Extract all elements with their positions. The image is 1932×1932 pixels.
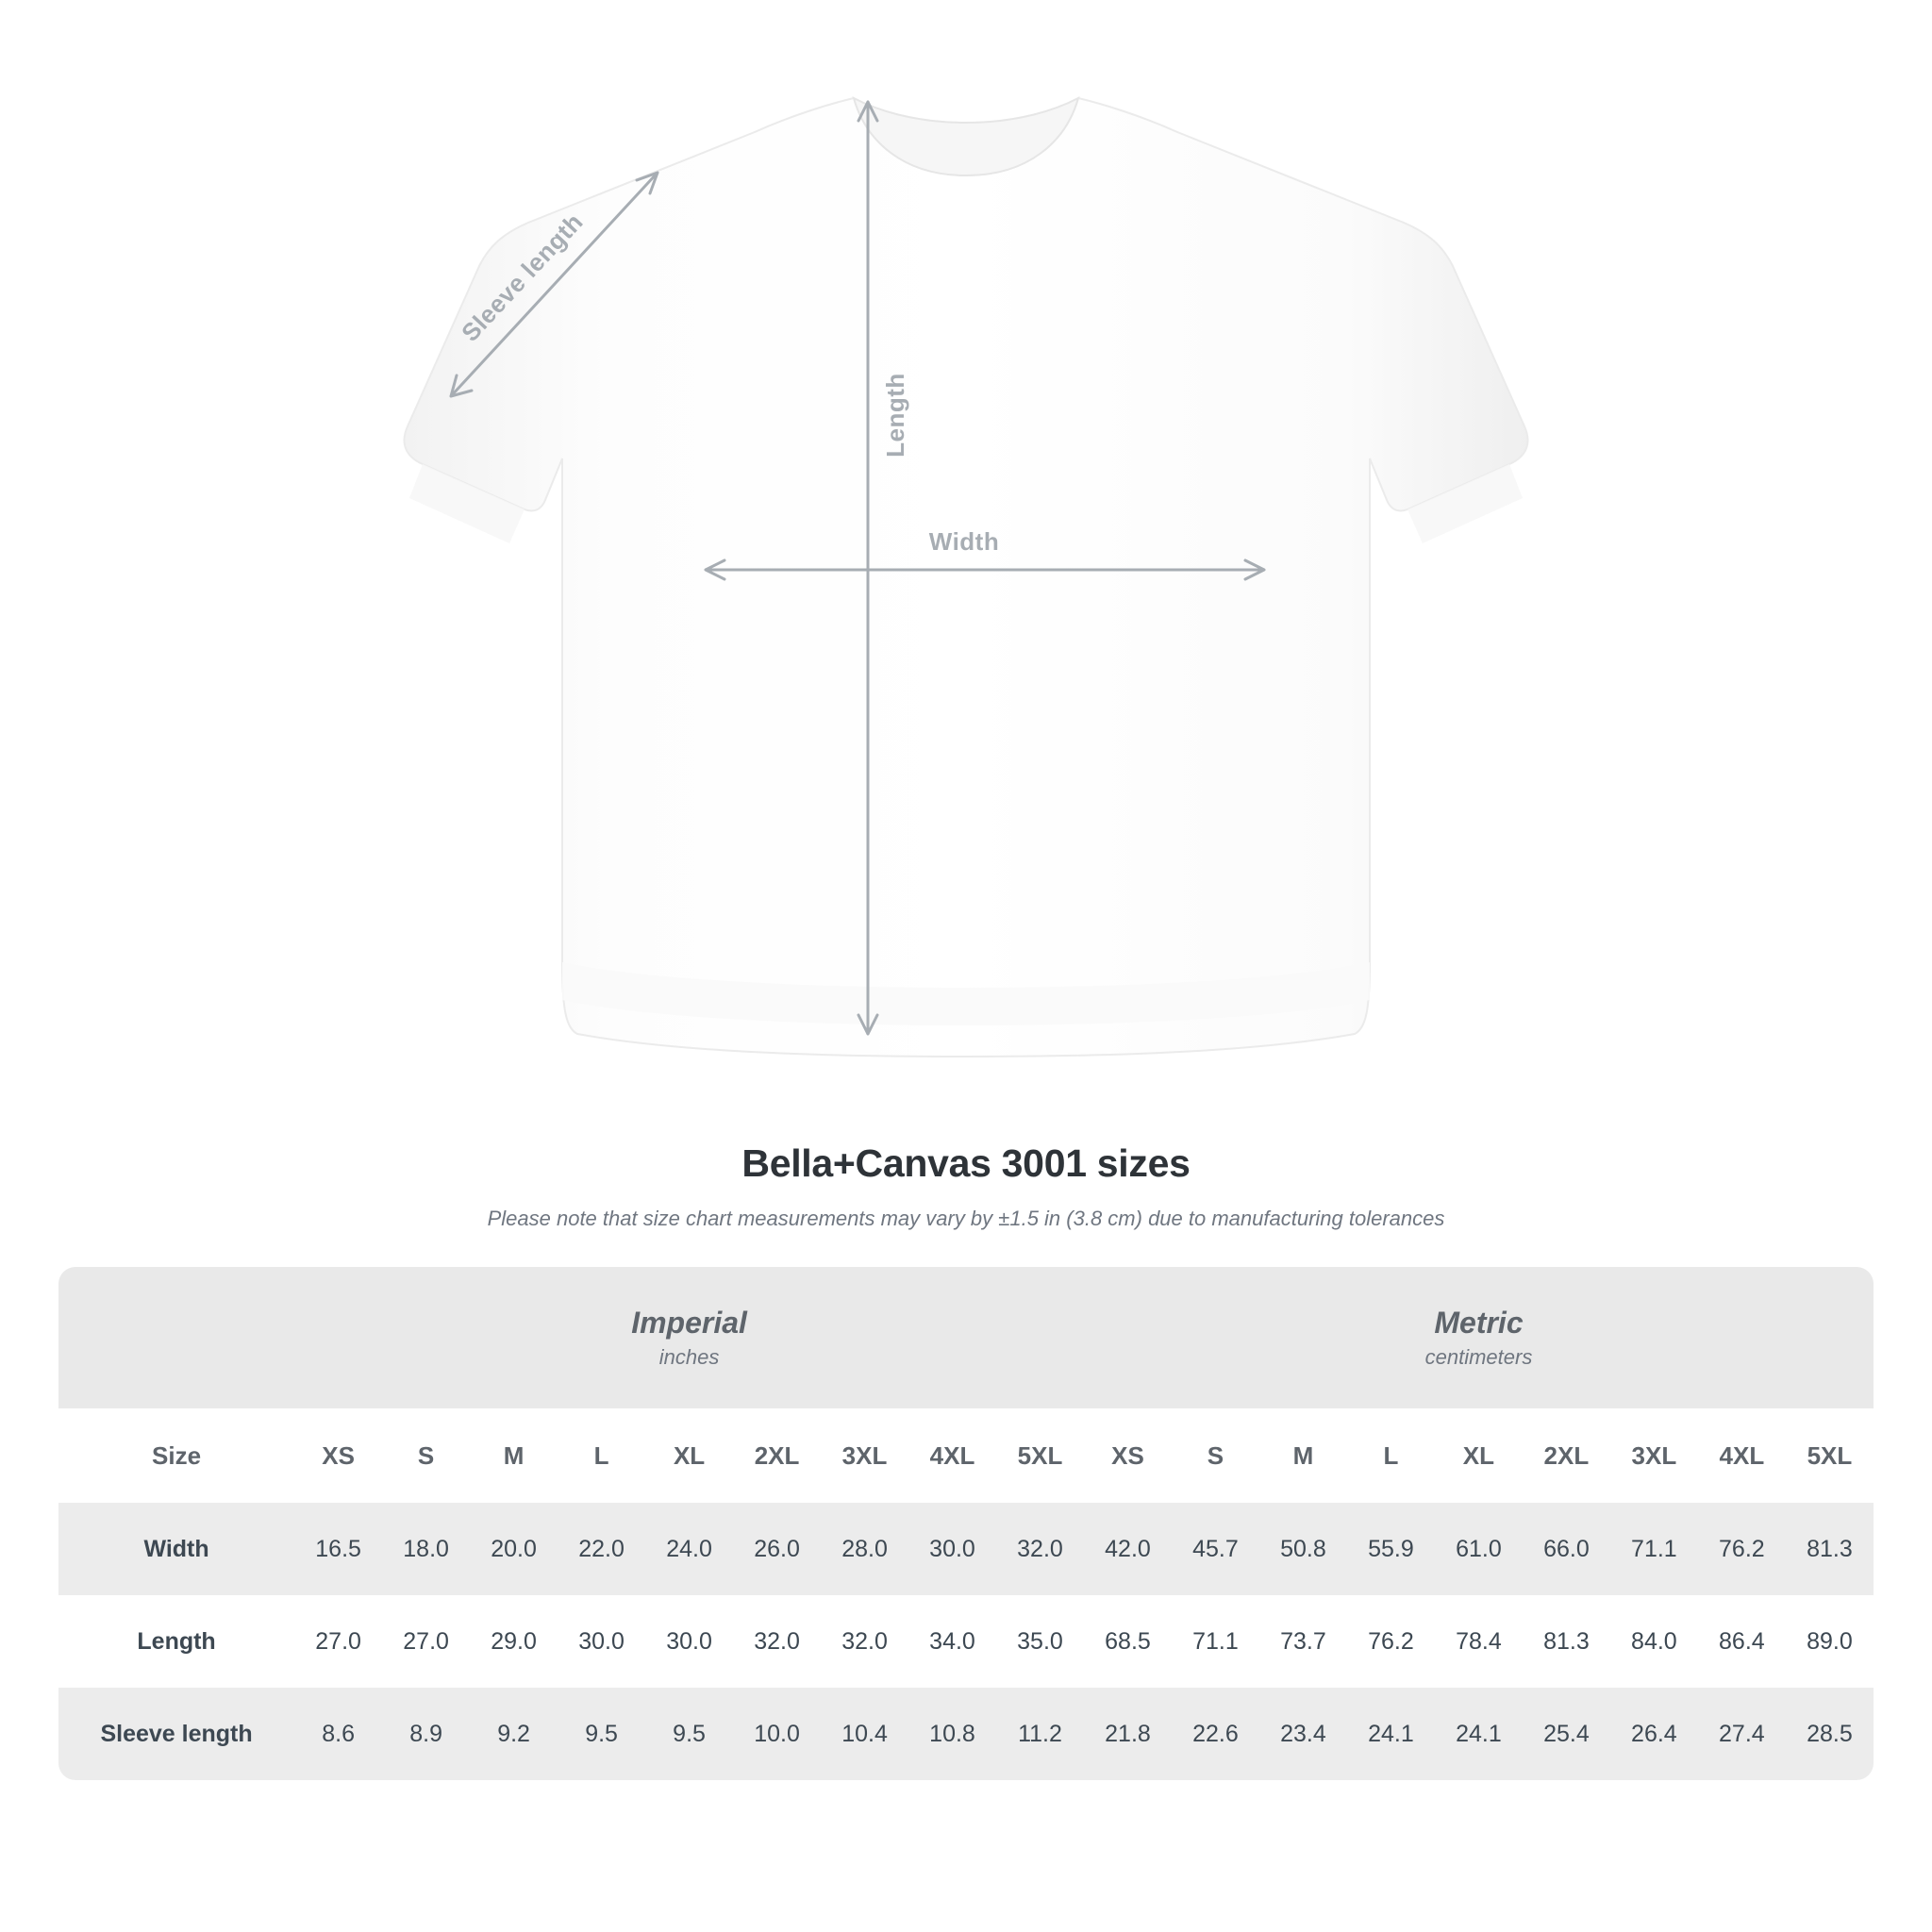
cell-length-metric-m: 73.7 xyxy=(1259,1595,1347,1688)
width-label: Width xyxy=(928,527,1000,556)
cell-width-metric-s: 45.7 xyxy=(1172,1503,1259,1595)
cell-sleeve-metric-3xl: 26.4 xyxy=(1610,1688,1698,1780)
cell-width-metric-3xl: 71.1 xyxy=(1610,1503,1698,1595)
cell-sleeve-metric-4xl: 27.4 xyxy=(1698,1688,1786,1780)
cell-length-imperial-xl: 30.0 xyxy=(645,1595,733,1688)
cell-width-imperial-l: 22.0 xyxy=(558,1503,645,1595)
cell-width-imperial-5xl: 32.0 xyxy=(996,1503,1084,1595)
tolerance-note: Please note that size chart measurements may vary by ±1.5 in (3.8 cm) due to manufacturing tolerances xyxy=(487,1207,1445,1230)
cell-width-imperial-s: 18.0 xyxy=(382,1503,470,1595)
table-row xyxy=(58,1595,1874,1688)
cell-sleeve-metric-5xl: 28.5 xyxy=(1786,1688,1874,1780)
table-row xyxy=(58,1503,1874,1595)
size-header-metric-3xl: 3XL xyxy=(1610,1408,1698,1503)
size-header-imperial-2xl: 2XL xyxy=(733,1408,821,1503)
cell-sleeve-imperial-xs: 8.6 xyxy=(294,1688,382,1780)
size-table xyxy=(58,1267,1874,1780)
size-header-imperial-xs: XS xyxy=(294,1408,382,1503)
cell-width-metric-xs: 42.0 xyxy=(1084,1503,1172,1595)
cell-sleeve-imperial-xl: 9.5 xyxy=(645,1688,733,1780)
length-label: Length xyxy=(881,373,909,458)
cell-length-imperial-4xl: 34.0 xyxy=(908,1595,996,1688)
unit-header-row xyxy=(58,1267,1874,1408)
size-header-metric-5xl: 5XL xyxy=(1786,1408,1874,1503)
cell-length-imperial-l: 30.0 xyxy=(558,1595,645,1688)
row-label-length: Length xyxy=(58,1595,294,1688)
unit-header-metric xyxy=(1084,1267,1874,1408)
cell-sleeve-imperial-4xl: 10.8 xyxy=(908,1688,996,1780)
cell-length-imperial-m: 29.0 xyxy=(470,1595,558,1688)
cell-length-metric-4xl: 86.4 xyxy=(1698,1595,1786,1688)
cell-sleeve-metric-2xl: 25.4 xyxy=(1523,1688,1610,1780)
sleeve-length-label: Sleeve length xyxy=(456,207,589,347)
size-header-metric-l: L xyxy=(1347,1408,1435,1503)
size-header-metric-2xl: 2XL xyxy=(1523,1408,1610,1503)
cell-length-metric-xs: 68.5 xyxy=(1084,1595,1172,1688)
cell-length-metric-l: 76.2 xyxy=(1347,1595,1435,1688)
cell-sleeve-metric-s: 22.6 xyxy=(1172,1688,1259,1780)
cell-width-metric-l: 55.9 xyxy=(1347,1503,1435,1595)
unit-sub-imperial: inches xyxy=(658,1344,720,1369)
size-header-imperial-m: M xyxy=(470,1408,558,1503)
cell-length-imperial-3xl: 32.0 xyxy=(821,1595,908,1688)
cell-length-metric-5xl: 89.0 xyxy=(1786,1595,1874,1688)
cell-sleeve-imperial-l: 9.5 xyxy=(558,1688,645,1780)
cell-width-imperial-3xl: 28.0 xyxy=(821,1503,908,1595)
cell-length-metric-s: 71.1 xyxy=(1172,1595,1259,1688)
size-header-row xyxy=(58,1408,1874,1503)
size-table-container xyxy=(58,1267,1874,1780)
cell-width-metric-m: 50.8 xyxy=(1259,1503,1347,1595)
cell-length-imperial-xs: 27.0 xyxy=(294,1595,382,1688)
cell-width-metric-4xl: 76.2 xyxy=(1698,1503,1786,1595)
cell-width-imperial-4xl: 30.0 xyxy=(908,1503,996,1595)
size-header-metric-4xl: 4XL xyxy=(1698,1408,1786,1503)
cell-length-imperial-2xl: 32.0 xyxy=(733,1595,821,1688)
cell-sleeve-imperial-s: 8.9 xyxy=(382,1688,470,1780)
cell-sleeve-imperial-m: 9.2 xyxy=(470,1688,558,1780)
size-label-cell: Size xyxy=(58,1408,294,1503)
cell-length-metric-2xl: 81.3 xyxy=(1523,1595,1610,1688)
size-header-imperial-s: S xyxy=(382,1408,470,1503)
cell-sleeve-metric-xs: 21.8 xyxy=(1084,1688,1172,1780)
unit-header-imperial xyxy=(294,1267,1084,1408)
cell-width-metric-2xl: 66.0 xyxy=(1523,1503,1610,1595)
cell-sleeve-imperial-5xl: 11.2 xyxy=(996,1688,1084,1780)
cell-width-metric-xl: 61.0 xyxy=(1435,1503,1523,1595)
size-header-imperial-4xl: 4XL xyxy=(908,1408,996,1503)
cell-sleeve-metric-l: 24.1 xyxy=(1347,1688,1435,1780)
size-header-imperial-xl: XL xyxy=(645,1408,733,1503)
cell-width-metric-5xl: 81.3 xyxy=(1786,1503,1874,1595)
size-header-imperial-3xl: 3XL xyxy=(821,1408,908,1503)
page-title: Bella+Canvas 3001 sizes xyxy=(741,1141,1191,1185)
cell-sleeve-imperial-3xl: 10.4 xyxy=(821,1688,908,1780)
cell-length-metric-xl: 78.4 xyxy=(1435,1595,1523,1688)
unit-name-metric: Metric xyxy=(1434,1305,1524,1340)
size-header-metric-m: M xyxy=(1259,1408,1347,1503)
unit-name-imperial: Imperial xyxy=(631,1305,747,1340)
cell-sleeve-metric-m: 23.4 xyxy=(1259,1688,1347,1780)
cell-width-imperial-2xl: 26.0 xyxy=(733,1503,821,1595)
size-header-imperial-l: L xyxy=(558,1408,645,1503)
size-header-imperial-5xl: 5XL xyxy=(996,1408,1084,1503)
size-header-metric-s: S xyxy=(1172,1408,1259,1503)
cell-length-imperial-s: 27.0 xyxy=(382,1595,470,1688)
row-label-sleeve-length: Sleeve length xyxy=(58,1688,294,1780)
cell-sleeve-metric-xl: 24.1 xyxy=(1435,1688,1523,1780)
size-header-metric-xs: XS xyxy=(1084,1408,1172,1503)
cell-length-metric-3xl: 84.0 xyxy=(1610,1595,1698,1688)
cell-width-imperial-m: 20.0 xyxy=(470,1503,558,1595)
cell-sleeve-imperial-2xl: 10.0 xyxy=(733,1688,821,1780)
cell-length-imperial-5xl: 35.0 xyxy=(996,1595,1084,1688)
row-label-width: Width xyxy=(58,1503,294,1595)
title-block xyxy=(0,1141,1932,1231)
cell-width-imperial-xl: 24.0 xyxy=(645,1503,733,1595)
table-row xyxy=(58,1688,1874,1780)
unit-sub-metric: centimeters xyxy=(1424,1344,1533,1369)
size-header-metric-xl: XL xyxy=(1435,1408,1523,1503)
cell-width-imperial-xs: 16.5 xyxy=(294,1503,382,1595)
table-corner-cell xyxy=(58,1267,294,1408)
